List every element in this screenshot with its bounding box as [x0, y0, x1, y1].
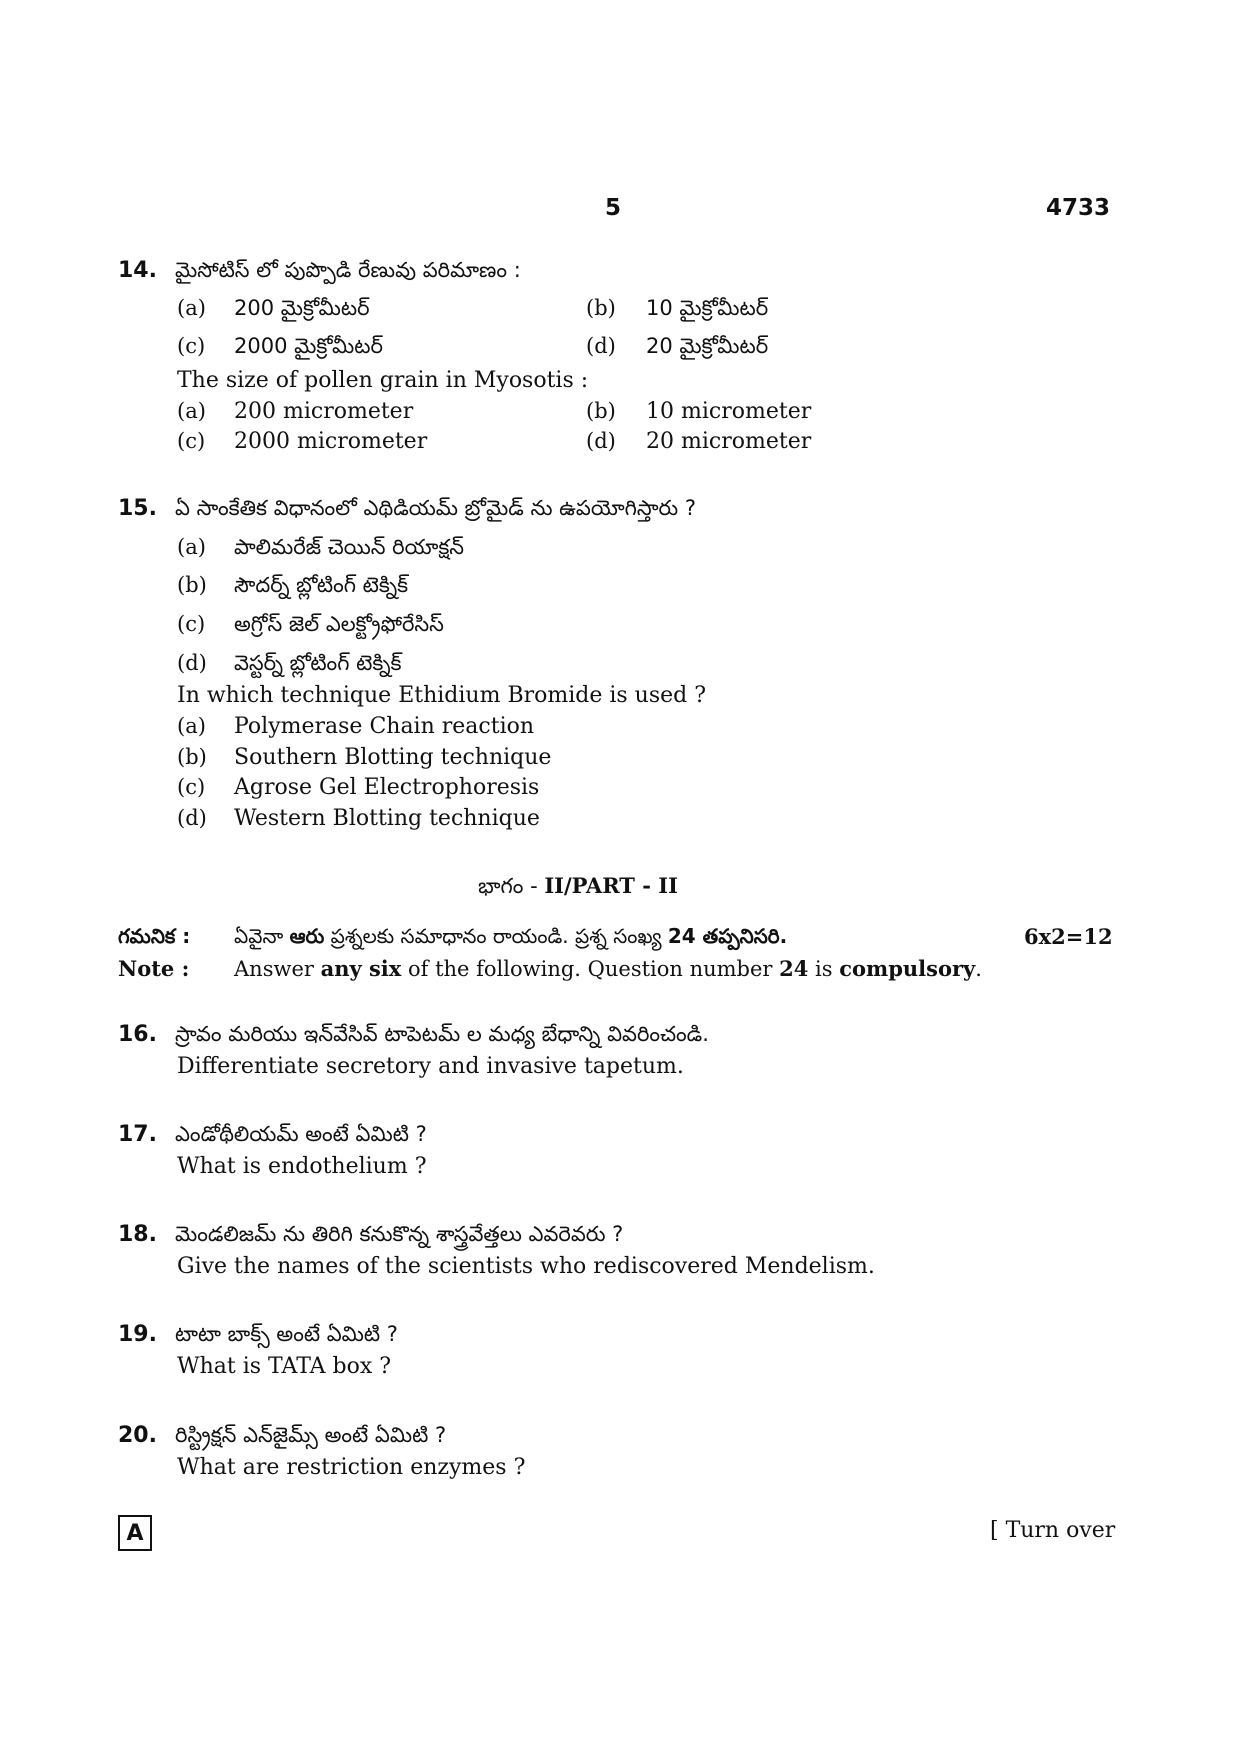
note-text-part: of the following. Question number	[401, 957, 780, 981]
question-text-telugu: మైసోటిస్ లో పుప్పొడి రేణువు పరిమాణం :	[175, 258, 521, 282]
note-text-part: .	[975, 957, 982, 981]
question-number: 17.	[118, 1122, 157, 1147]
option-label: (c)	[177, 612, 206, 636]
question-number: 14.	[118, 258, 157, 283]
option-text-english: Polymerase Chain reaction	[234, 714, 535, 739]
option-label: (a)	[177, 714, 206, 738]
note-emphasis: compulsory	[839, 956, 976, 981]
note-text-telugu	[234, 924, 787, 953]
question-number: 16.	[118, 1022, 157, 1047]
option-label: (d)	[586, 334, 616, 358]
option-label: (b)	[586, 296, 616, 320]
question-text-english: Give the names of the scientists who rediscovered Mendelism.	[177, 1254, 875, 1279]
marks-allocation: 6x2=12	[1024, 924, 1113, 949]
part-heading	[478, 873, 678, 904]
option-label: (a)	[177, 535, 206, 559]
question-number: 20.	[118, 1423, 157, 1448]
note-emphasis: any six	[320, 956, 402, 981]
option-text-english: 20 micrometer	[646, 429, 812, 454]
question-text-english: What is TATA box ?	[177, 1354, 392, 1379]
option-text-english: 200 micrometer	[234, 399, 414, 424]
question-text-english: Differentiate secretory and invasive tapetum.	[177, 1054, 684, 1079]
note-label-english: Note :	[118, 956, 190, 981]
option-label: (d)	[586, 429, 616, 453]
option-label: (b)	[586, 399, 616, 423]
turn-over-label: [ Turn over	[990, 1518, 1116, 1543]
option-text-english: 10 micrometer	[646, 399, 812, 424]
option-label: (a)	[177, 399, 206, 423]
option-label: (c)	[177, 429, 206, 453]
question-number: 15.	[118, 496, 157, 521]
part-heading-english: II/PART - II	[544, 873, 678, 898]
question-text-telugu: టాటా బాక్స్ అంటే ఏమిటి ?	[175, 1322, 398, 1346]
note-emphasis: 24	[779, 956, 809, 981]
page-number: 5	[605, 195, 622, 221]
option-label: (b)	[177, 745, 207, 769]
option-label: (b)	[177, 573, 207, 597]
question-text-english: What are restriction enzymes ?	[177, 1455, 526, 1480]
question-number: 19.	[118, 1322, 157, 1347]
option-text-telugu: పాలిమరేజ్ చెయిన్ రియాక్షన్	[234, 535, 465, 559]
option-text-english: Western Blotting technique	[234, 806, 540, 831]
note-text-english	[234, 956, 982, 981]
question-text-english: The size of pollen grain in Myosotis :	[177, 368, 589, 393]
question-text-telugu: స్రావం మరియు ఇన్‌వేసివ్ టాపెటమ్ ల మధ్య బేధాన్ని వివరించండి.	[175, 1022, 709, 1046]
note-emphasis: ఆరు	[289, 924, 325, 948]
question-text-telugu: మెండలిజమ్ ను తిరిగి కనుకొన్న శాస్త్రవేత్తలు ఎవరెవరు ?	[175, 1222, 624, 1246]
question-text-telugu: రిస్ట్రిక్షన్ ఎన్‌జైమ్స్ అంటే ఏమిటి ?	[175, 1423, 447, 1447]
note-text-part: is	[808, 957, 840, 981]
option-text-telugu: సౌదర్న్ బ్లోటింగ్ టెక్నిక్	[234, 573, 409, 597]
part-heading-telugu: భాగం -	[478, 874, 545, 898]
set-code-box	[118, 1515, 152, 1551]
note-text-part: Answer	[234, 957, 321, 981]
option-text-telugu: వెస్టర్న్ బ్లోటింగ్ టెక్నిక్	[234, 651, 402, 675]
option-label: (d)	[177, 806, 207, 830]
option-text-telugu: 20 మైక్రోమీటర్	[646, 334, 769, 358]
option-text-english: Agrose Gel Electrophoresis	[234, 775, 540, 800]
set-code: A	[126, 1520, 144, 1546]
option-text-telugu: 10 మైక్రోమీటర్	[646, 296, 769, 320]
question-number: 18.	[118, 1222, 157, 1247]
note-emphasis: 24 తప్పనిసరి.	[667, 924, 788, 948]
question-text-english: In which technique Ethidium Bromide is used ?	[177, 683, 707, 708]
option-text-telugu: అగ్రోస్ జెల్ ఎలక్ట్రోఫోరేసిస్	[234, 612, 444, 636]
paper-code: 4733	[1046, 195, 1111, 221]
option-text-telugu: 2000 మైక్రోమీటర్	[234, 334, 383, 358]
question-text-english: What is endothelium ?	[177, 1154, 427, 1179]
option-label: (a)	[177, 296, 206, 320]
note-text-part: ప్రశ్నలకు సమాధానం రాయండి. ప్రశ్న సంఖ్య	[324, 924, 668, 948]
note-label-telugu: గమనిక :	[118, 924, 191, 948]
option-text-english: 2000 micrometer	[234, 429, 428, 454]
option-text-telugu: 200 మైక్రోమీటర్	[234, 296, 370, 320]
question-text-telugu: ఎండోథీలియమ్ అంటే ఏమిటి ?	[175, 1122, 427, 1146]
question-text-telugu: ఏ సాంకేతిక విధానంలో ఎథిడియమ్ బ్రోమైడ్ ను ఉపయోగిస్తారు ?	[175, 496, 697, 520]
option-label: (d)	[177, 651, 207, 675]
option-text-english: Southern Blotting technique	[234, 745, 552, 770]
option-label: (c)	[177, 775, 206, 799]
option-label: (c)	[177, 334, 206, 358]
note-text-part: ఏవైనా	[234, 924, 290, 948]
